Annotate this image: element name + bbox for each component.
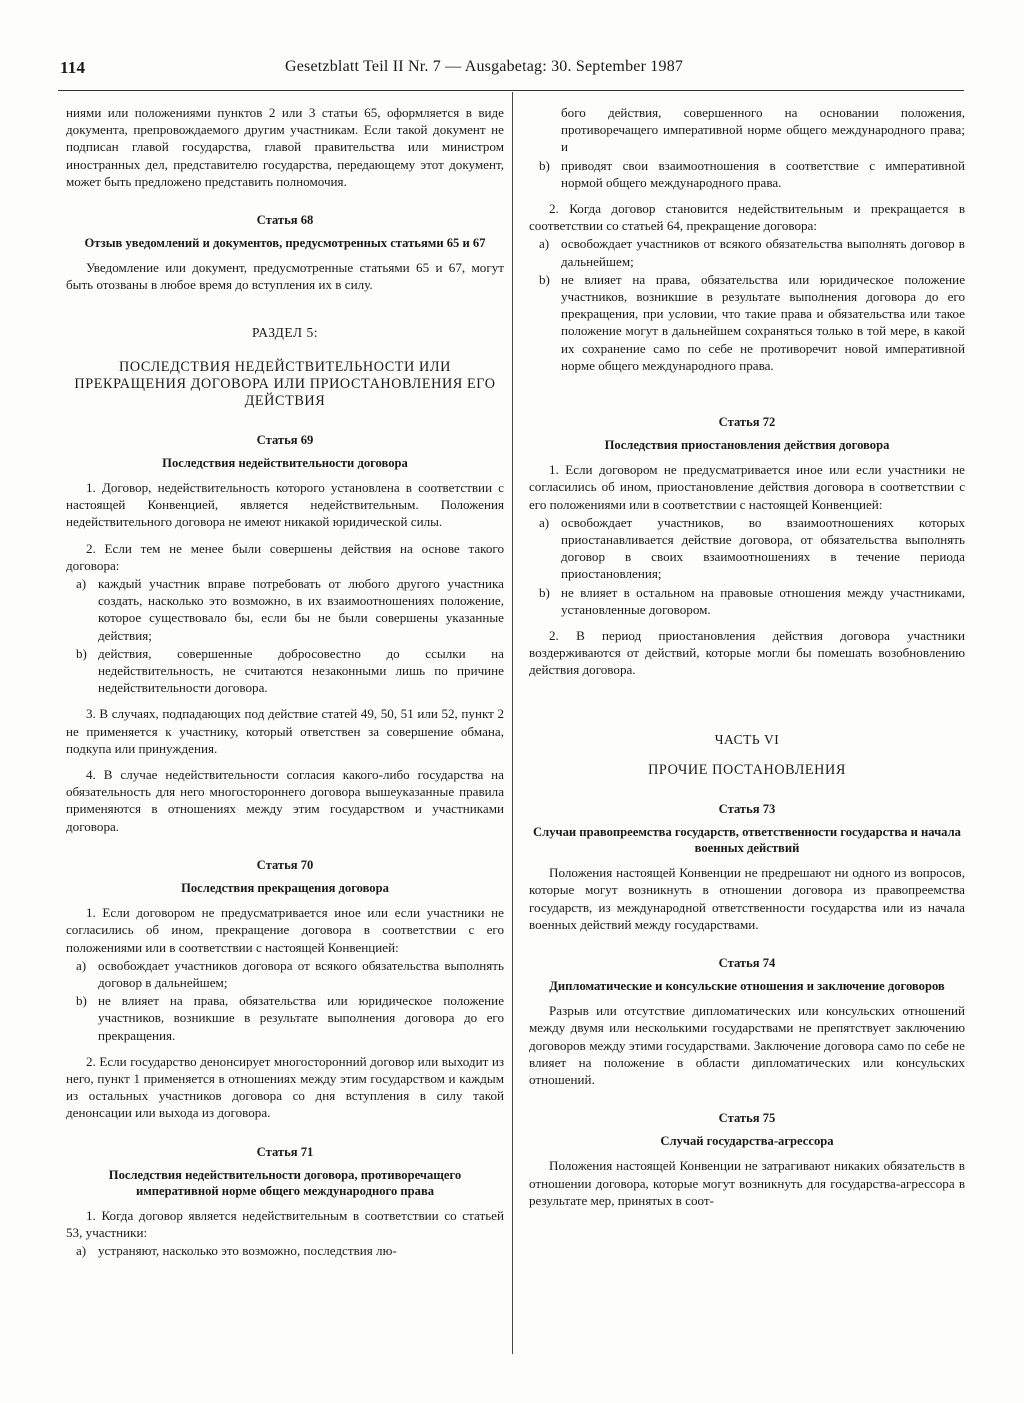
article-70-paragraph-2: 2. Если государство денонсирует многосторонний договор или выходит из него, пункт 1 применяется в отношениях между этим государством и каждым из остальных участников договора со дня вступления в силу такой денонсации или выхода из договора. <box>66 1053 504 1121</box>
item-marker: a) <box>76 576 87 592</box>
article-68-title: Отзыв уведомлений и документов, предусмотренных статьями 65 и 67 <box>84 236 486 251</box>
item-marker: b) <box>539 271 550 287</box>
article-69-paragraph-4: 4. В случае недействительности согласия какого-либо государства на обязательность для него многостороннего договора вышеуказанные правила применяются в отношениях между этим государством и участниками договора. <box>66 767 504 834</box>
part-label: ЧАСТЬ VI <box>714 731 780 747</box>
header-title: Gesetzblatt Teil II Nr. 7 — Ausgabetag: 30. September 1987 <box>285 58 684 75</box>
article-75-paragraph: Положения настоящей Конвенции не затрагивают никаких обязательств в отношении договора, которые могут возникнуть для государства-агрессора в результате мер, принятых в соот- <box>529 1158 965 1208</box>
item-marker: b) <box>539 157 550 173</box>
item-marker: b) <box>76 993 87 1009</box>
section-title: ПОСЛЕДСТВИЯ НЕДЕЙСТВИТЕЛЬНОСТИ ИЛИ ПРЕКРАЩЕНИЯ ДОГОВОРА ИЛИ ПРИОСТАНОВЛЕНИЯ ЕГО ДЕЙСТВИЯ <box>74 358 496 409</box>
intro-paragraph: ниями или положениями пунктов 2 или 3 статьи 65, оформляется в виде документа, препровождаемого другим участникам. Если такой документ не подписан главой государства, главой правительства или министром иностранных дел, представителю государства, передающему этот документ, может быть предложено представить полномочия. <box>66 105 504 189</box>
article-71-number: Статья 71 <box>256 1144 314 1159</box>
article-71-p2-item-a <box>529 235 965 269</box>
right-column <box>529 104 965 1209</box>
item-marker: a) <box>539 514 550 530</box>
article-72-number: Статья 72 <box>718 415 776 430</box>
article-70-item-a <box>66 957 504 991</box>
article-72-item-a <box>529 514 965 583</box>
section-label: РАЗДЕЛ 5: <box>252 324 318 340</box>
article-69-title: Последствия недействительности договора <box>162 456 408 471</box>
item-text: действия, совершенные добросовестно до ссылки на недействительность, не считаются незаконными лишь по причине недействительности договора. <box>98 645 504 696</box>
item-text: не влияет на права, обязательства или юридическое положение участников, возникшие в результате выполнения договора до его прекращения. <box>98 993 504 1043</box>
item-text: устраняют, насколько это возможно, последствия лю- <box>98 1243 397 1259</box>
article-69-paragraph-1: 1. Договор, недействительность которого установлена в соответствии с настоящей Конвенцией, является недействительным. Положения недействительного договора не имеют никакой юридической силы. <box>66 480 504 530</box>
article-70-title: Последствия прекращения договора <box>181 881 389 896</box>
page-number: 114 <box>60 58 86 77</box>
article-69-number: Статья 69 <box>256 432 314 447</box>
article-71-p2-item-b <box>529 271 965 374</box>
item-marker: a) <box>76 1243 87 1259</box>
header-rule <box>58 90 964 91</box>
article-71-title: Последствия недействительности договора, противоречащего императивной норме общего международного права <box>108 1167 462 1198</box>
article-74-number: Статья 74 <box>718 955 776 970</box>
article-75-number: Статья 75 <box>718 1111 776 1126</box>
item-text: освобождает участников от всякого обязательства выполнять договор в дальнейшем; <box>561 236 965 269</box>
item-text: освобождает участников, во взаимоотношениях которых приостанавливается действие договора, от обязательства выполнять договор в своих взаимоотношениях в течение периода приостановления; <box>561 514 965 582</box>
article-73-paragraph: Положения настоящей Конвенции не предрешают ни одного из вопросов, которые могут возникнуть в отношении договора из правопреемства государств, из международной ответственности государства или из начала военных действий между государствами. <box>529 865 965 932</box>
article-70-item-b <box>66 992 504 1044</box>
article-70-number: Статья 70 <box>256 857 314 872</box>
article-69-item-a <box>66 575 504 644</box>
item-text: приводят свои взаимоотношения в соответствие с императивной нормой общего международного права. <box>561 157 965 190</box>
article-71-item-a-continued <box>529 104 965 156</box>
article-68-paragraph: Уведомление или документ, предусмотренные статьями 65 и 67, могут быть отозваны в любое время до вступления их в силу. <box>66 260 504 293</box>
article-73-number: Статья 73 <box>718 801 776 816</box>
article-73-title: Случаи правопреемства государств, ответственности государства и начала военных действий <box>533 825 961 856</box>
item-text: освобождает участников договора от всякого обязательства выполнять договор в дальнейшем; <box>98 957 504 990</box>
item-marker: a) <box>76 957 87 973</box>
left-column <box>66 104 504 1259</box>
article-71-item-a <box>66 1242 504 1259</box>
article-69-paragraph-3: 3. В случаях, подпадающих под действие статей 49, 50, 51 или 52, пункт 2 не применяется к участнику, который ответствен за совершение обмана, подкупа или принуждения. <box>66 706 504 756</box>
article-71-item-b <box>529 157 965 191</box>
article-68-number: Статья 68 <box>256 213 314 228</box>
article-72-paragraph-1: 1. Если договором не предусматривается иное или если участники не согласились об ином, приостановление действия договора в соответствии с его положениями или в соответствии с настоящей Конвенцией: <box>529 462 965 512</box>
article-71-paragraph-1: 1. Когда договор является недействительным в соответствии со статьей 53, участники: <box>66 1207 504 1240</box>
article-75-title: Случай государства-агрессора <box>660 1134 834 1149</box>
article-72-title: Последствия приостановления действия договора <box>604 438 890 453</box>
article-74-title: Дипломатические и консульские отношения и заключение договоров <box>549 979 945 994</box>
article-71-paragraph-2: 2. Когда договор становится недействительным и прекращается в соответствии со статьей 64, прекращение договора: <box>529 201 965 234</box>
article-70-paragraph-1: 1. Если договором не предусматривается иное или если участники не согласились об ином, прекращение договора в соответствии с его положениями или в соответствии с настоящей Конвенцией: <box>66 905 504 955</box>
item-text: каждый участник вправе потребовать от любого другого участника создать, насколько это возможно, в их взаимоотношениях положение, которое существовало бы, если бы не были совершены указанные действия; <box>98 576 504 643</box>
article-72-paragraph-2: 2. В период приостановления действия договора участники воздерживаются от действий, которые могли бы помешать возобновлению действия договора. <box>529 628 965 678</box>
item-marker: b) <box>76 645 87 661</box>
item-text: не влияет в остальном на правовые отношения между участниками, установленные договором. <box>561 584 965 617</box>
part-title: ПРОЧИЕ ПОСТАНОВЛЕНИЯ <box>648 761 846 778</box>
article-69-item-b <box>66 645 504 697</box>
item-text: не влияет на права, обязательства или юридическое положение участников, возникшие в результате выполнения договора до его прекращения, при условии, что такие права и обязательства или такое положение могут в дальнейшем сохраняться только в той мере, в какой их сохранение само по себе не противоречит новой императивной норме общего международного права. <box>561 271 965 373</box>
page-header <box>60 58 960 84</box>
item-marker: b) <box>539 584 550 600</box>
item-marker: a) <box>539 236 550 252</box>
article-72-item-b <box>529 584 965 618</box>
article-74-paragraph: Разрыв или отсутствие дипломатических или консульских отношений между двумя или несколькими государствами не препятствует заключению договоров между этими государствами. Заключение договора само по себе не влияет на положение в области дипломатических или консульских отношений. <box>529 1003 965 1087</box>
item-text: бого действия, совершенного на основании положения, противоречащего императивной норме общего международного права; и <box>561 105 965 155</box>
article-69-paragraph-2: 2. Если тем не менее были совершены действия на основе такого договора: <box>66 540 504 573</box>
column-divider <box>512 92 513 1354</box>
